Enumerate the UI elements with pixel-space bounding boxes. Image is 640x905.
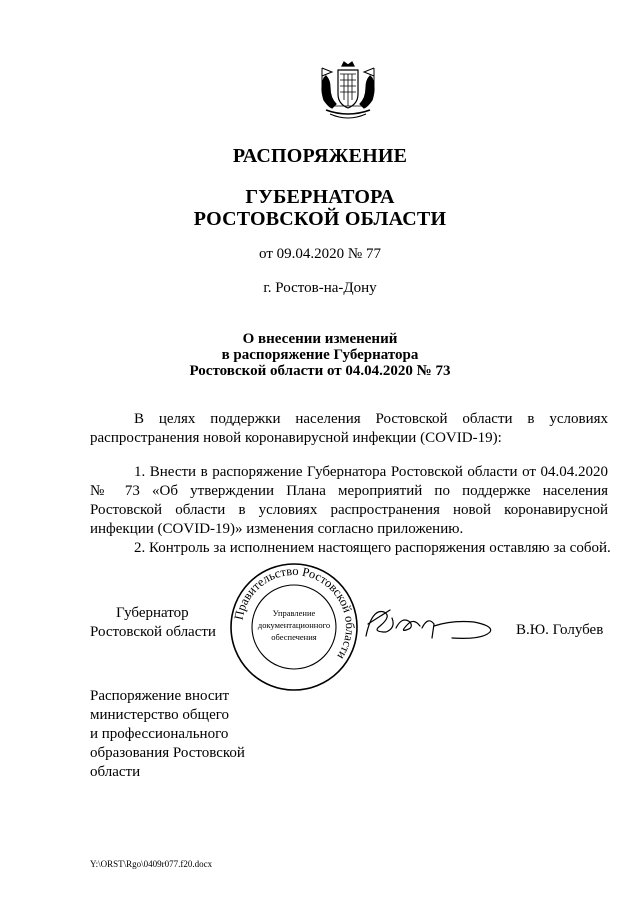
- intro-paragraph: В целях поддержки населения Ростовской области в условиях распространения новой коронавирусной инфекции (COVID-19):: [90, 411, 608, 446]
- introduced-by-block: [90, 687, 245, 782]
- item-1-paragraph: 1. Внести в распоряжение Губернатора Ростовской области от 04.04.2020 № 73 «Об утверждении Плана мероприятий по поддержке населения Ростовской области в условиях распространения новой коронавирусной инфекции (COVID-19)» изменения согласно приложению.: [90, 464, 608, 537]
- stamp-inner-line1: Управление: [272, 608, 316, 618]
- document-city: г. Ростов-на-Дону: [263, 280, 377, 296]
- introduced-line2: министерство общего: [90, 707, 230, 723]
- issuer-title-line1: ГУБЕРНАТОРА: [245, 186, 395, 208]
- document-type-title: РАСПОРЯЖЕНИЕ: [232, 145, 408, 167]
- signatory-post: [90, 604, 216, 642]
- document-subject: [0, 331, 640, 379]
- subject-line1: О внесении изменений: [242, 331, 398, 347]
- subject-line2: в распоряжение Губернатора: [221, 347, 419, 363]
- signatory-post-line1: Губернатор: [116, 605, 189, 621]
- signatory-post-line2: Ростовской области: [90, 624, 216, 640]
- footer-file-path: Y:\ORST\Rgo\0409r077.f20.docx: [90, 859, 213, 869]
- stamp-inner-line2: документационного: [257, 620, 331, 630]
- issuer-title-line2: РОСТОВСКОЙ ОБЛАСТИ: [193, 208, 447, 230]
- introduced-line3: и профессионального: [90, 726, 229, 742]
- official-stamp: [228, 561, 360, 693]
- item-2-paragraph: 2. Контроль за исполнением настоящего распоряжения оставляю за собой.: [134, 540, 611, 556]
- subject-line3: Ростовской области от 04.04.2020 № 73: [189, 363, 451, 379]
- document-date-number: от 09.04.2020 № 77: [259, 246, 381, 262]
- stamp-inner-line3: обеспечения: [271, 632, 317, 642]
- introduced-line5: области: [90, 764, 141, 780]
- handwritten-signature: [362, 598, 497, 648]
- signatory-name: В.Ю. Голубев: [516, 622, 604, 638]
- introduced-line4: образования Ростовской: [90, 745, 245, 761]
- introduced-line1: Распоряжение вносит: [90, 688, 230, 704]
- stamp-outer-text: Правительство Ростовской области: [231, 563, 358, 663]
- coat-of-arms-icon: [314, 60, 382, 124]
